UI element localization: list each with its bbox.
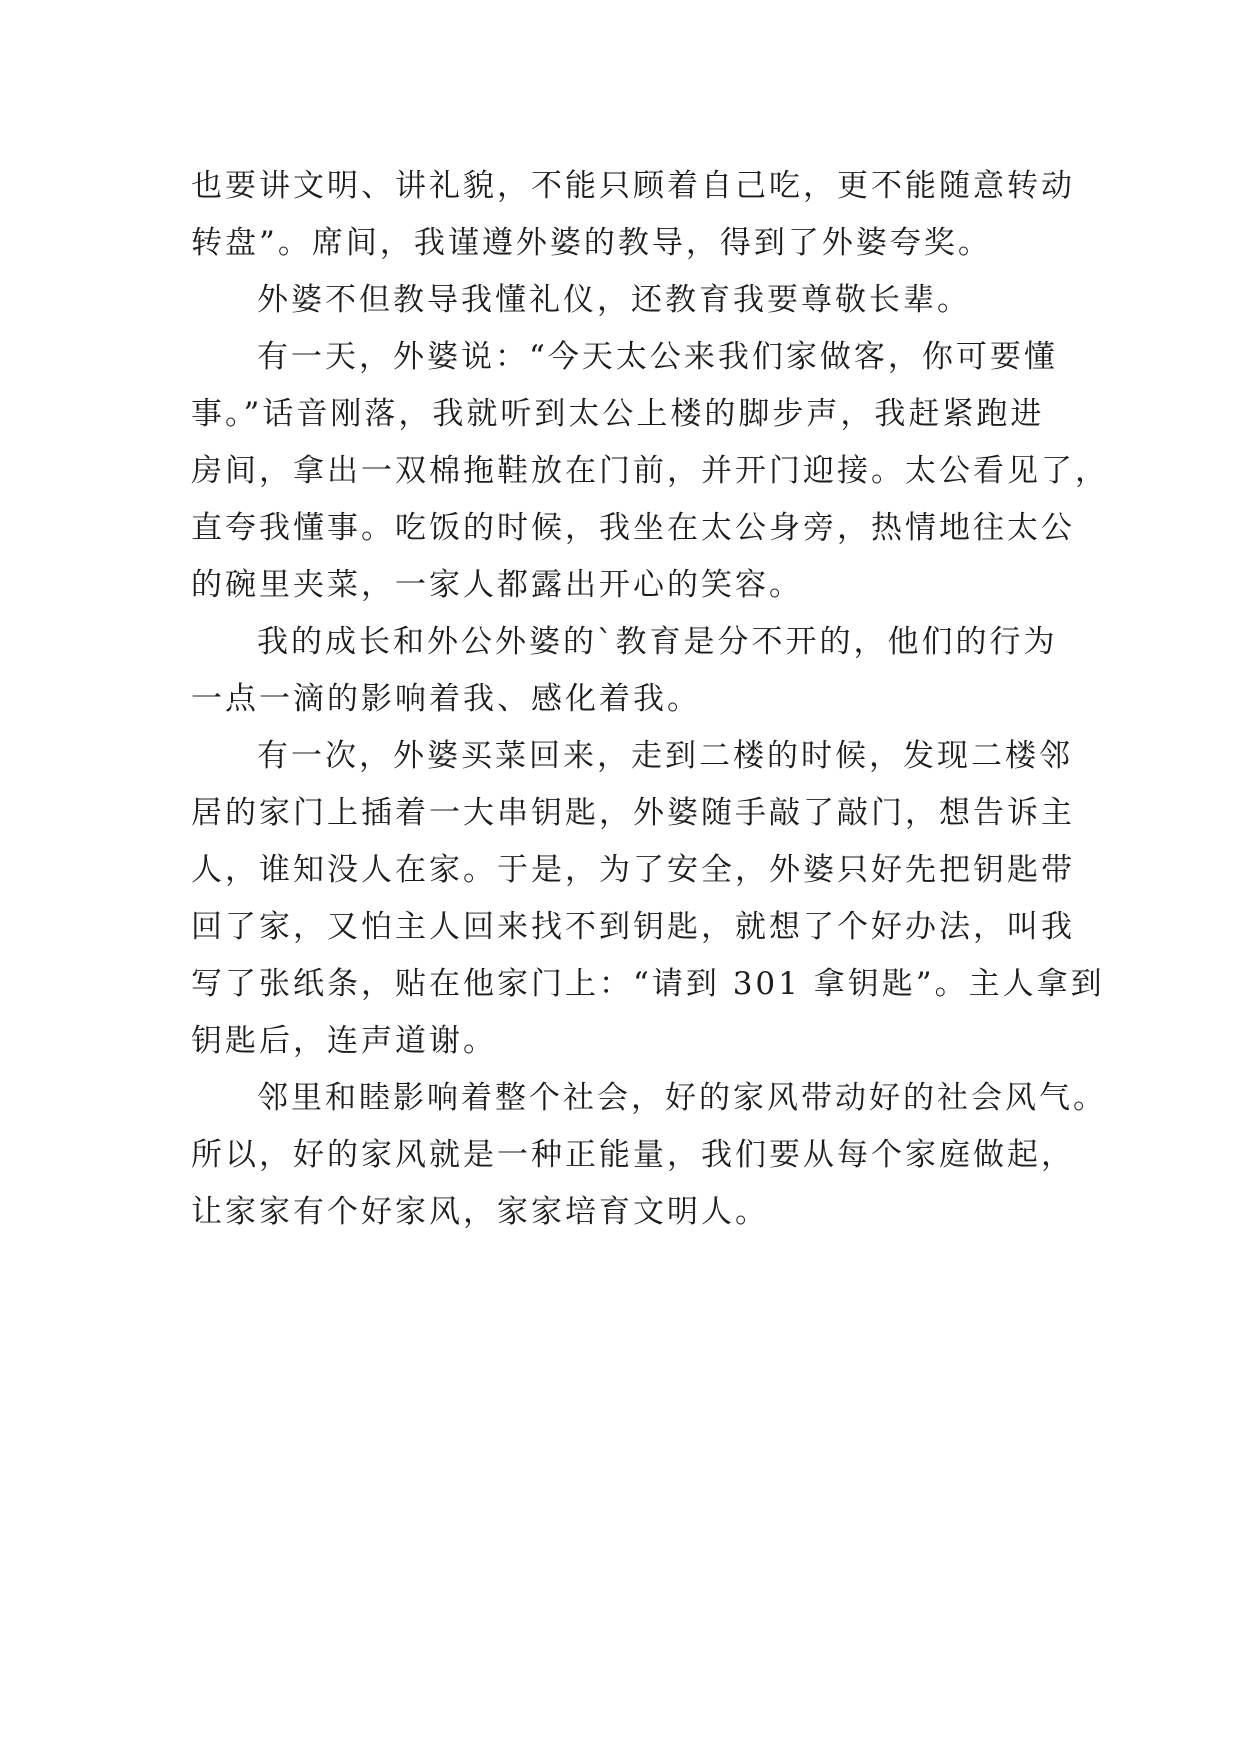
text-line: 居的家门上插着一大串钥匙，外婆随手敲了敲门，想告诉主 (191, 795, 1075, 831)
text-line: 房间，拿出一双棉拖鞋放在门前，并开门迎接。太公看见了， (191, 453, 1109, 489)
text-line: 转盘”。席间，我谨遵外婆的教导，得到了外婆夸奖。 (191, 225, 992, 261)
text-line: 的碗里夹菜，一家人都露出开心的笑容。 (191, 567, 803, 603)
paragraph-4 (191, 614, 1071, 728)
text-line: 让家家有个好家风，家家培育文明人。 (191, 1194, 769, 1230)
text-line: 所以，好的家风就是一种正能量，我们要从每个家庭做起， (191, 1137, 1075, 1173)
text-line: 钥匙后，连声道谢。 (191, 1023, 497, 1059)
text-line: 写了张纸条，贴在他家门上：“请到 301 拿钥匙”。主人拿到 (191, 966, 1105, 1002)
text-line: 回了家，又怕主人回来找不到钥匙，就想了个好办法，叫我 (191, 909, 1075, 945)
text-line: 有一次，外婆买菜回来，走到二楼的时候，发现二楼邻 (257, 738, 1073, 774)
text-line: 也要讲文明、讲礼貌，不能只顾着自己吃，更不能随意转动 (191, 168, 1075, 204)
text-line: 我的成长和外公外婆的`教育是分不开的，他们的行为 (257, 624, 1058, 660)
document-body (191, 158, 1109, 1241)
text-line: 邻里和睦影响着整个社会，好的家风带动好的社会风气。 (257, 1080, 1107, 1116)
paragraph-6 (191, 1070, 1107, 1241)
paragraph-1 (191, 158, 1075, 272)
text-line: 人，谁知没人在家。于是，为了安全，外婆只好先把钥匙带 (191, 852, 1075, 888)
text-line: 事。”话音刚落，我就听到太公上楼的脚步声，我赶紧跑进 (191, 396, 1045, 432)
paragraph-5 (191, 728, 1105, 1070)
text-line: 直夸我懂事。吃饭的时候，我坐在太公身旁，热情地往太公 (191, 510, 1075, 546)
text-line: 一点一滴的影响着我、感化着我。 (191, 681, 701, 717)
text-line: 有一天，外婆说：“今天太公来我们家做客，你可要懂 (257, 339, 1058, 375)
text-line: 外婆不但教导我懂礼仪，还教育我要尊敬长辈。 (257, 282, 971, 318)
paragraph-2 (191, 272, 1071, 329)
paragraph-3 (191, 329, 1109, 614)
